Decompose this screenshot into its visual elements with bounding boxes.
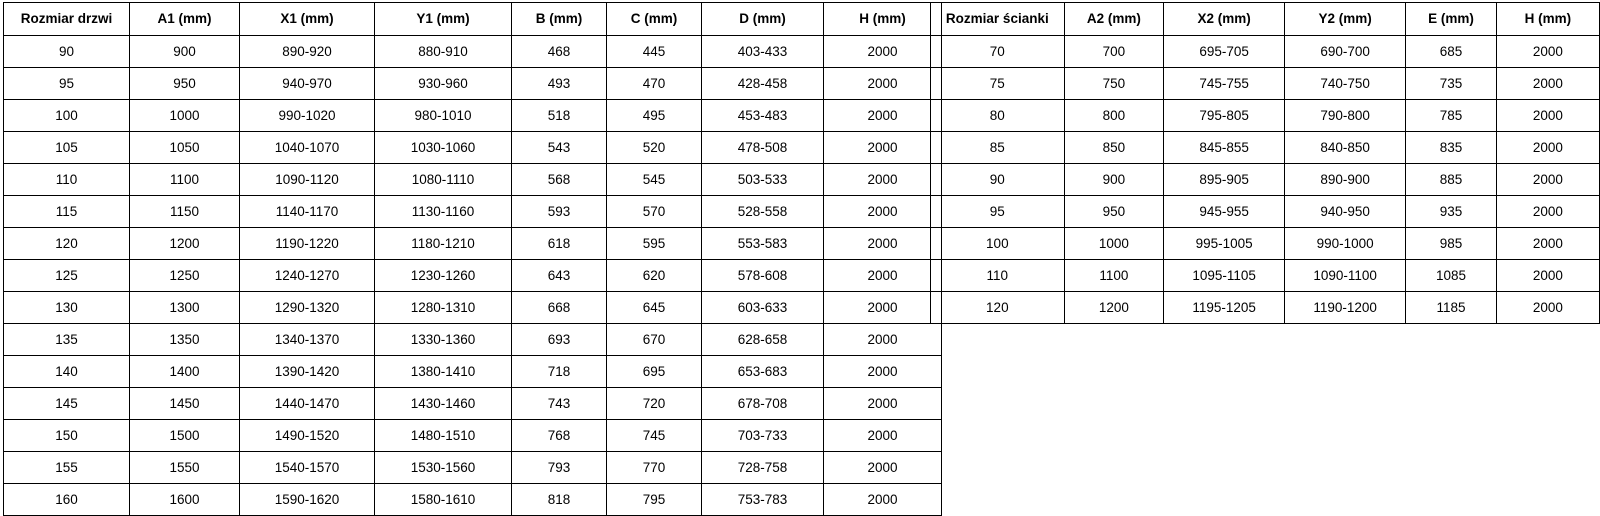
table-cell: 503-533 — [702, 164, 824, 196]
table-cell: 980-1010 — [375, 100, 512, 132]
table-cell: 1190-1220 — [240, 228, 375, 260]
table-cell: 800 — [1064, 100, 1164, 132]
table-cell: 2000 — [824, 196, 942, 228]
table-cell: 2000 — [824, 452, 942, 484]
table-cell: 2000 — [1496, 260, 1599, 292]
table-cell: 2000 — [1496, 196, 1599, 228]
table-cell: 1150 — [130, 196, 240, 228]
walls-column-header: Y2 (mm) — [1285, 3, 1406, 36]
table-cell: 850 — [1064, 132, 1164, 164]
table-cell: 1490-1520 — [240, 420, 375, 452]
table-cell: 428-458 — [702, 68, 824, 100]
table-cell: 885 — [1406, 164, 1497, 196]
table-cell: 1100 — [130, 164, 240, 196]
table-cell: 1090-1100 — [1285, 260, 1406, 292]
table-cell: 2000 — [1496, 228, 1599, 260]
table-cell: 1530-1560 — [375, 452, 512, 484]
table-cell: 935 — [1406, 196, 1497, 228]
table-cell: 453-483 — [702, 100, 824, 132]
table-cell: 528-558 — [702, 196, 824, 228]
table-cell: 1340-1370 — [240, 324, 375, 356]
table-cell: 718 — [512, 356, 607, 388]
walls-table-head — [931, 3, 1600, 36]
doors-column-header: X1 (mm) — [240, 3, 375, 36]
table-cell: 105 — [4, 132, 130, 164]
table-cell: 1280-1310 — [375, 292, 512, 324]
table-cell: 2000 — [824, 292, 942, 324]
table-cell: 835 — [1406, 132, 1497, 164]
table-cell: 110 — [4, 164, 130, 196]
table-cell: 145 — [4, 388, 130, 420]
table-cell: 678-708 — [702, 388, 824, 420]
table-row — [4, 100, 942, 132]
table-cell: 543 — [512, 132, 607, 164]
table-cell: 160 — [4, 484, 130, 516]
table-cell: 745 — [607, 420, 702, 452]
doors-column-header: B (mm) — [512, 3, 607, 36]
table-row — [931, 260, 1600, 292]
table-cell: 670 — [607, 324, 702, 356]
table-cell: 2000 — [1496, 36, 1599, 68]
doors-column-header: Y1 (mm) — [375, 3, 512, 36]
table-cell: 593 — [512, 196, 607, 228]
table-cell: 740-750 — [1285, 68, 1406, 100]
table-cell: 140 — [4, 356, 130, 388]
doors-table-head — [4, 3, 942, 36]
table-cell: 2000 — [1496, 164, 1599, 196]
table-cell: 1085 — [1406, 260, 1497, 292]
table-cell: 945-955 — [1164, 196, 1285, 228]
table-cell: 1200 — [130, 228, 240, 260]
table-cell: 2000 — [824, 356, 942, 388]
table-cell: 695-705 — [1164, 36, 1285, 68]
table-cell: 603-633 — [702, 292, 824, 324]
walls-column-header: E (mm) — [1406, 3, 1497, 36]
table-cell: 900 — [1064, 164, 1164, 196]
table-cell: 115 — [4, 196, 130, 228]
table-cell: 1380-1410 — [375, 356, 512, 388]
walls-table-body — [931, 36, 1600, 324]
table-cell: 900 — [130, 36, 240, 68]
table-cell: 793 — [512, 452, 607, 484]
table-cell: 1095-1105 — [1164, 260, 1285, 292]
table-cell: 95 — [4, 68, 130, 100]
table-row — [4, 484, 942, 516]
table-cell: 125 — [4, 260, 130, 292]
table-cell: 940-950 — [1285, 196, 1406, 228]
table-cell: 1500 — [130, 420, 240, 452]
table-cell: 618 — [512, 228, 607, 260]
table-cell: 2000 — [824, 228, 942, 260]
table-cell: 2000 — [824, 68, 942, 100]
table-cell: 2000 — [1496, 100, 1599, 132]
table-cell: 120 — [4, 228, 130, 260]
table-cell: 818 — [512, 484, 607, 516]
table-cell: 700 — [1064, 36, 1164, 68]
table-cell: 1190-1200 — [1285, 292, 1406, 324]
table-cell: 1185 — [1406, 292, 1497, 324]
table-cell: 445 — [607, 36, 702, 68]
table-row — [4, 324, 942, 356]
table-cell: 90 — [4, 36, 130, 68]
table-cell: 1450 — [130, 388, 240, 420]
table-row — [931, 164, 1600, 196]
table-cell: 653-683 — [702, 356, 824, 388]
table-cell: 130 — [4, 292, 130, 324]
table-cell: 735 — [1406, 68, 1497, 100]
table-row — [931, 100, 1600, 132]
table-row — [4, 132, 942, 164]
table-cell: 2000 — [1496, 132, 1599, 164]
table-cell: 1000 — [1064, 228, 1164, 260]
table-cell: 950 — [130, 68, 240, 100]
table-row — [4, 68, 942, 100]
table-cell: 470 — [607, 68, 702, 100]
table-cell: 790-800 — [1285, 100, 1406, 132]
table-row — [4, 356, 942, 388]
table-cell: 930-960 — [375, 68, 512, 100]
table-cell: 468 — [512, 36, 607, 68]
table-cell: 100 — [4, 100, 130, 132]
table-cell: 85 — [931, 132, 1065, 164]
table-cell: 890-920 — [240, 36, 375, 68]
walls-column-header: A2 (mm) — [1064, 3, 1164, 36]
table-cell: 1030-1060 — [375, 132, 512, 164]
table-cell: 495 — [607, 100, 702, 132]
table-cell: 785 — [1406, 100, 1497, 132]
table-row — [931, 292, 1600, 324]
table-cell: 568 — [512, 164, 607, 196]
table-cell: 520 — [607, 132, 702, 164]
table-cell: 95 — [931, 196, 1065, 228]
table-cell: 1600 — [130, 484, 240, 516]
table-row — [4, 228, 942, 260]
table-row — [931, 132, 1600, 164]
table-header-row — [931, 3, 1600, 36]
table-cell: 770 — [607, 452, 702, 484]
table-cell: 2000 — [824, 132, 942, 164]
table-cell: 1090-1120 — [240, 164, 375, 196]
table-cell: 1050 — [130, 132, 240, 164]
table-cell: 768 — [512, 420, 607, 452]
table-cell: 403-433 — [702, 36, 824, 68]
table-cell: 110 — [931, 260, 1065, 292]
table-cell: 1140-1170 — [240, 196, 375, 228]
table-cell: 570 — [607, 196, 702, 228]
table-row — [931, 36, 1600, 68]
table-cell: 2000 — [824, 420, 942, 452]
doors-column-header: Rozmiar drzwi — [4, 3, 130, 36]
table-cell: 1240-1270 — [240, 260, 375, 292]
table-cell: 840-850 — [1285, 132, 1406, 164]
table-row — [4, 420, 942, 452]
table-cell: 478-508 — [702, 132, 824, 164]
doors-dimensions-table — [3, 2, 942, 516]
table-cell: 845-855 — [1164, 132, 1285, 164]
table-cell: 493 — [512, 68, 607, 100]
table-cell: 880-910 — [375, 36, 512, 68]
table-cell: 1590-1620 — [240, 484, 375, 516]
table-cell: 80 — [931, 100, 1065, 132]
table-cell: 2000 — [1496, 292, 1599, 324]
doors-column-header: C (mm) — [607, 3, 702, 36]
table-row — [4, 388, 942, 420]
table-cell: 1550 — [130, 452, 240, 484]
table-cell: 545 — [607, 164, 702, 196]
table-cell: 2000 — [824, 36, 942, 68]
table-header-row — [4, 3, 942, 36]
table-cell: 2000 — [824, 164, 942, 196]
table-cell: 753-783 — [702, 484, 824, 516]
table-cell: 135 — [4, 324, 130, 356]
table-cell: 685 — [1406, 36, 1497, 68]
table-cell: 2000 — [824, 100, 942, 132]
table-row — [931, 228, 1600, 260]
table-row — [4, 260, 942, 292]
table-cell: 668 — [512, 292, 607, 324]
table-cell: 1000 — [130, 100, 240, 132]
table-cell: 595 — [607, 228, 702, 260]
table-cell: 1540-1570 — [240, 452, 375, 484]
doors-dimensions-table-container — [3, 2, 942, 516]
table-cell: 895-905 — [1164, 164, 1285, 196]
table-cell: 750 — [1064, 68, 1164, 100]
table-cell: 720 — [607, 388, 702, 420]
table-row — [4, 292, 942, 324]
table-cell: 2000 — [1496, 68, 1599, 100]
table-cell: 100 — [931, 228, 1065, 260]
table-cell: 1230-1260 — [375, 260, 512, 292]
table-cell: 1100 — [1064, 260, 1164, 292]
table-cell: 995-1005 — [1164, 228, 1285, 260]
table-cell: 643 — [512, 260, 607, 292]
table-row — [4, 452, 942, 484]
walls-dimensions-table-container — [930, 2, 1600, 324]
table-cell: 2000 — [824, 388, 942, 420]
table-cell: 795 — [607, 484, 702, 516]
table-cell: 1180-1210 — [375, 228, 512, 260]
table-cell: 890-900 — [1285, 164, 1406, 196]
table-cell: 645 — [607, 292, 702, 324]
table-row — [4, 164, 942, 196]
table-cell: 703-733 — [702, 420, 824, 452]
table-cell: 578-608 — [702, 260, 824, 292]
table-cell: 628-658 — [702, 324, 824, 356]
table-row — [4, 196, 942, 228]
doors-table-body — [4, 36, 942, 516]
table-cell: 695 — [607, 356, 702, 388]
table-cell: 1200 — [1064, 292, 1164, 324]
walls-column-header: Rozmiar ścianki — [931, 3, 1065, 36]
table-cell: 2000 — [824, 260, 942, 292]
doors-column-header: D (mm) — [702, 3, 824, 36]
table-cell: 985 — [1406, 228, 1497, 260]
walls-dimensions-table — [930, 2, 1600, 324]
table-cell: 1390-1420 — [240, 356, 375, 388]
table-row — [4, 36, 942, 68]
table-cell: 90 — [931, 164, 1065, 196]
table-cell: 1300 — [130, 292, 240, 324]
table-cell: 1130-1160 — [375, 196, 512, 228]
table-cell: 2000 — [824, 324, 942, 356]
table-cell: 2000 — [824, 484, 942, 516]
table-cell: 795-805 — [1164, 100, 1285, 132]
table-cell: 155 — [4, 452, 130, 484]
table-cell: 1195-1205 — [1164, 292, 1285, 324]
table-cell: 1350 — [130, 324, 240, 356]
table-cell: 620 — [607, 260, 702, 292]
table-cell: 1330-1360 — [375, 324, 512, 356]
table-cell: 745-755 — [1164, 68, 1285, 100]
table-cell: 990-1000 — [1285, 228, 1406, 260]
doors-column-header: H (mm) — [824, 3, 942, 36]
table-cell: 1480-1510 — [375, 420, 512, 452]
table-cell: 990-1020 — [240, 100, 375, 132]
table-cell: 1250 — [130, 260, 240, 292]
table-cell: 518 — [512, 100, 607, 132]
table-cell: 940-970 — [240, 68, 375, 100]
table-cell: 553-583 — [702, 228, 824, 260]
table-cell: 150 — [4, 420, 130, 452]
table-cell: 1080-1110 — [375, 164, 512, 196]
table-cell: 1440-1470 — [240, 388, 375, 420]
table-cell: 950 — [1064, 196, 1164, 228]
table-cell: 693 — [512, 324, 607, 356]
table-cell: 75 — [931, 68, 1065, 100]
table-cell: 1580-1610 — [375, 484, 512, 516]
table-cell: 728-758 — [702, 452, 824, 484]
walls-column-header: X2 (mm) — [1164, 3, 1285, 36]
table-row — [931, 68, 1600, 100]
table-cell: 1040-1070 — [240, 132, 375, 164]
table-cell: 1430-1460 — [375, 388, 512, 420]
table-cell: 70 — [931, 36, 1065, 68]
walls-column-header: H (mm) — [1496, 3, 1599, 36]
table-cell: 1400 — [130, 356, 240, 388]
table-cell: 690-700 — [1285, 36, 1406, 68]
table-cell: 1290-1320 — [240, 292, 375, 324]
doors-column-header: A1 (mm) — [130, 3, 240, 36]
table-row — [931, 196, 1600, 228]
table-cell: 120 — [931, 292, 1065, 324]
table-cell: 743 — [512, 388, 607, 420]
